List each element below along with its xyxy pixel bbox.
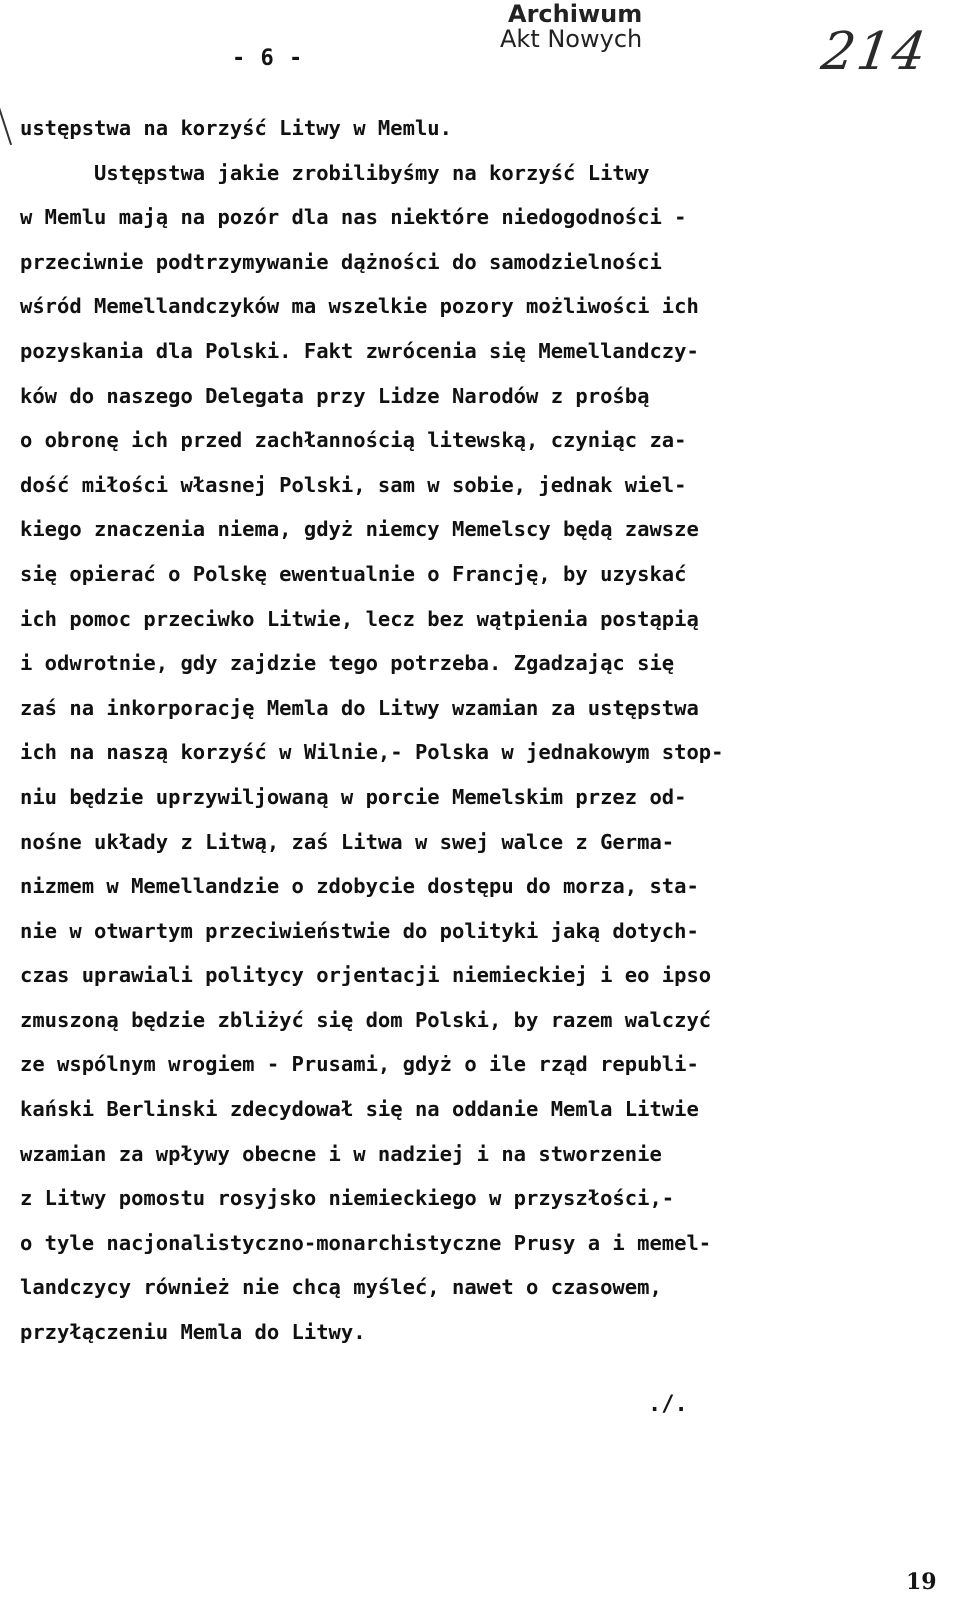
- text-line: ków do naszego Delegata przy Lidze Narodów z prośbą: [20, 383, 650, 408]
- text-line: Ustępstwa jakie zrobilibyśmy na korzyść Litwy: [20, 160, 650, 185]
- text-line: z Litwy pomostu rosyjsko niemieckiego w przyszłości,-: [20, 1186, 675, 1211]
- text-line: nie w otwartym przeciwieństwie do polityki jaką dotych-: [20, 918, 699, 943]
- text-line: niu będzie uprzywiljowaną w porcie Memelskim przez od-: [20, 784, 687, 809]
- stamp-line-2: Akt Nowych: [500, 25, 643, 54]
- text-line: kiego znaczenia niema, gdyż niemcy Memelscy będą zawsze: [20, 517, 699, 542]
- archive-stamp: [486, 2, 642, 52]
- text-line: ich pomoc przeciwko Litwie, lecz bez wątpienia postąpią: [20, 606, 699, 631]
- text-line: landczycy również nie chcą myśleć, nawet o czasowem,: [20, 1275, 662, 1300]
- text-line: zaś na inkorporację Memla do Litwy wzamian za ustępstwa: [20, 695, 699, 720]
- text-line: w Memlu mają na pozór dla nas niektóre niedogodności -: [20, 205, 687, 230]
- text-line: nośne układy z Litwą, zaś Litwa w swej walce z Germa-: [20, 829, 675, 854]
- text-line: czas uprawiali politycy orjentacji niemieckiej i eo ipso: [20, 963, 712, 988]
- text-line: wśród Memellandczyków ma wszelkie pozory możliwości ich: [20, 294, 699, 319]
- text-line: kański Berlinski zdecydował się na oddanie Memla Litwie: [20, 1097, 699, 1122]
- text-line: nizmem w Memellandzie o zdobycie dostępu do morza, sta-: [20, 874, 699, 899]
- end-mark: ./.: [648, 1392, 688, 1417]
- page-number: - 6 -: [232, 46, 304, 71]
- scan-page-number: 19: [906, 1569, 937, 1595]
- text-line: ustępstwa na korzyść Litwy w Memlu.: [20, 116, 452, 140]
- text-line: o obronę ich przed zachłannością litewską, czyniąc za-: [20, 428, 687, 453]
- stamp-line-1: Archiwum: [508, 0, 643, 28]
- text-line: dość miłości własnej Polski, sam w sobie, jednak wiel-: [20, 472, 687, 497]
- handwritten-folio-number: 214: [817, 22, 932, 82]
- text-line: wzamian za wpływy obecne i w nadziej i na stworzenie: [20, 1141, 662, 1166]
- text-line: i odwrotnie, gdy zajdzie tego potrzeba. Zgadzając się: [20, 651, 675, 676]
- text-line: pozyskania dla Polski. Fakt zwrócenia się Memellandczy-: [20, 338, 699, 363]
- margin-pencil-mark: [0, 101, 12, 145]
- text-line: o tyle nacjonalistyczno-monarchistyczne Prusy a i memel-: [20, 1230, 712, 1255]
- text-line: ze wspólnym wrogiem - Prusami, gdyż o ile rząd republi-: [20, 1052, 699, 1077]
- text-line: przeciwnie podtrzymywanie dążności do samodzielności: [20, 249, 662, 274]
- typewritten-body: [20, 106, 920, 1355]
- text-line: przyłączeniu Memla do Litwy.: [20, 1320, 366, 1345]
- text-line: zmuszoną będzie zbliżyć się dom Polski, by razem walczyć: [20, 1007, 712, 1032]
- text-line: się opierać o Polskę ewentualnie o Francję, by uzyskać: [20, 561, 687, 586]
- text-line: ich na naszą korzyść w Wilnie,- Polska w jednakowym stop-: [20, 740, 724, 765]
